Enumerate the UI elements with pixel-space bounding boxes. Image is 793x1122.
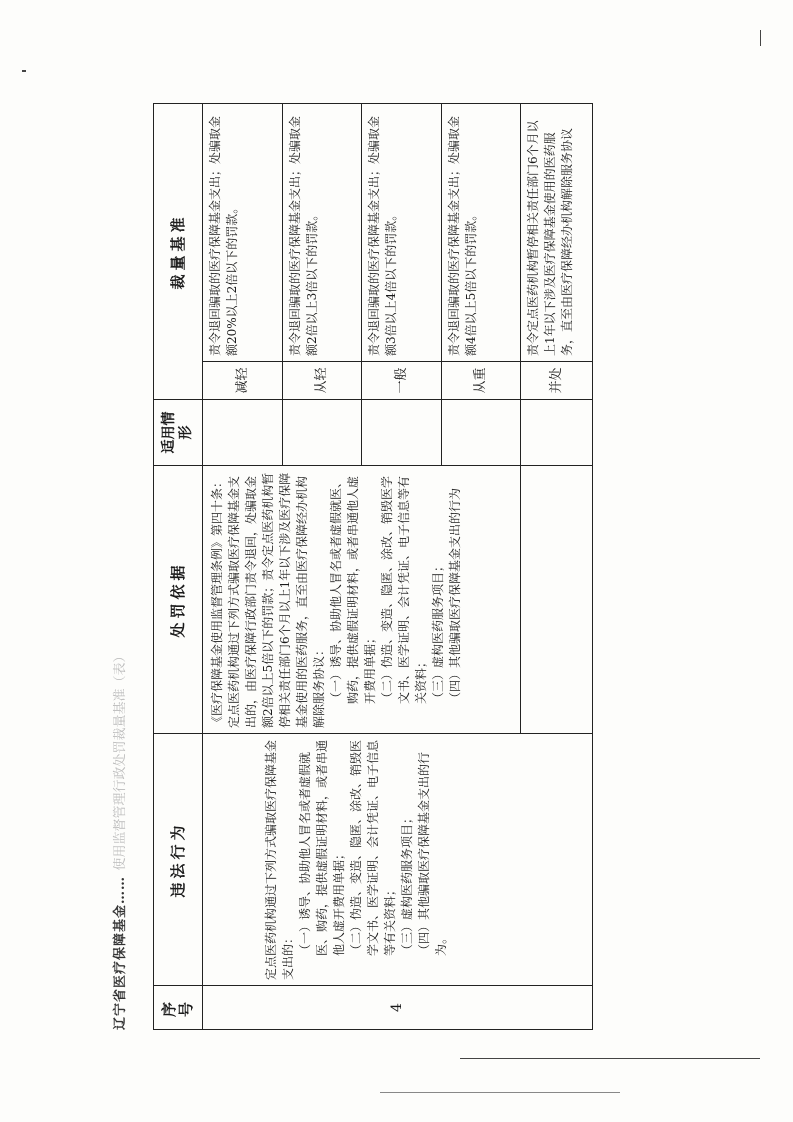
penalty-table	[153, 103, 593, 1030]
violation-item-1: （一）诱导、协助他人冒名或者虚假就医、购药，提供虚假证明材料，或者串通他人虚开费用单据；	[298, 739, 346, 956]
title-text: 辽宁省医疗保障基金……	[113, 875, 128, 1030]
violation-item-2: （二）伪造、变造、隐匿、涂改、销毁医学文书、医学证明、会计凭证、电子信息等有关资料；	[349, 739, 397, 956]
standard-mitigated: 责令退回骗取的医疗保障基金支出；处骗取金额20%以上2倍以下的罚款。	[203, 103, 283, 361]
level-mitigated: 减轻	[203, 362, 283, 400]
header-standard: 裁量基准	[154, 103, 203, 399]
header-basis: 处罚依据	[154, 466, 203, 734]
basis-item-2: （二）伪造、变造、隐匿、涂改、销毁医学文书、医学证明、会计凭证、电子信息等有关资料；	[380, 475, 428, 704]
standard-heavier: 责令退回骗取的医疗保障基金支出；处骗取金额4倍以上5倍以下的罚款。	[441, 103, 521, 361]
header-violation: 违法行为	[154, 734, 203, 986]
basis-item-4: （四）其他骗取医疗保障基金支出的行为	[448, 487, 462, 704]
violation-item-4: （四）其他骗取医疗保障基金支出的行为。	[417, 751, 448, 956]
title-faded-text: 使用监督管理行政处罚裁量基准（表）	[113, 649, 128, 871]
header-seq: 序号	[154, 986, 203, 1030]
cell-seq: 4	[203, 986, 593, 1030]
level-concurrent: 并处	[521, 362, 593, 400]
cell-condition-1	[203, 400, 283, 466]
document-title	[109, 104, 133, 1030]
cell-condition-3	[362, 400, 442, 466]
cell-basis	[203, 466, 521, 734]
standard-concurrent: 责令定点医药机构暂停相关责任部门6个月以上1年以下涉及医疗保障基金使用的医药服务，直至由医疗保障经办机构解除服务协议	[521, 103, 593, 361]
basis-item-3: （三）虚构医药服务项目；	[431, 559, 445, 704]
scan-line-bottom-2	[380, 1092, 620, 1093]
level-general: 一般	[362, 362, 442, 400]
table-header-row	[154, 103, 203, 1029]
cell-violation	[203, 734, 593, 986]
violation-item-3: （三）虚构医药服务项目；	[400, 811, 414, 956]
basis-item-1: （一）诱导、协助他人冒名或者虚假就医、购药，提供虚假证明材料，或者串通他人虚开费用单据；	[329, 475, 377, 704]
violation-intro: 定点医药机构通过下列方式骗取医疗保障基金支出的：	[264, 739, 295, 980]
header-condition: 适用情形	[154, 400, 203, 466]
table-row	[203, 103, 283, 1029]
scan-mark-top	[22, 70, 26, 72]
cell-basis-empty	[521, 466, 593, 734]
rotated-page	[113, 104, 593, 1030]
cell-condition-5	[521, 400, 593, 466]
scan-line-bottom	[460, 1058, 760, 1059]
standard-general: 责令退回骗取的医疗保障基金支出；处骗取金额3倍以上4倍以下的罚款。	[362, 103, 442, 361]
level-heavier: 从重	[441, 362, 521, 400]
standard-lighter: 责令退回骗取的医疗保障基金支出；处骗取金额2倍以上3倍以下的罚款。	[282, 103, 362, 361]
cell-condition-4	[441, 400, 521, 466]
scan-mark-right	[760, 30, 761, 46]
level-lighter: 从轻	[282, 362, 362, 400]
cell-condition-2	[282, 400, 362, 466]
basis-intro: 《医疗保障基金使用监督管理条例》第四十条：定点医药机构通过下列方式骗取医疗保障基金支出的，由医疗保障行政部门责令退回，处骗取金额2倍以上5倍以下的罚款；责令定点医药机构暂停相关责任部门6个月以上1年以下涉及医疗保障基金使用的医药服务，直至由医疗保障经办机构解除服务协议：	[210, 472, 326, 728]
